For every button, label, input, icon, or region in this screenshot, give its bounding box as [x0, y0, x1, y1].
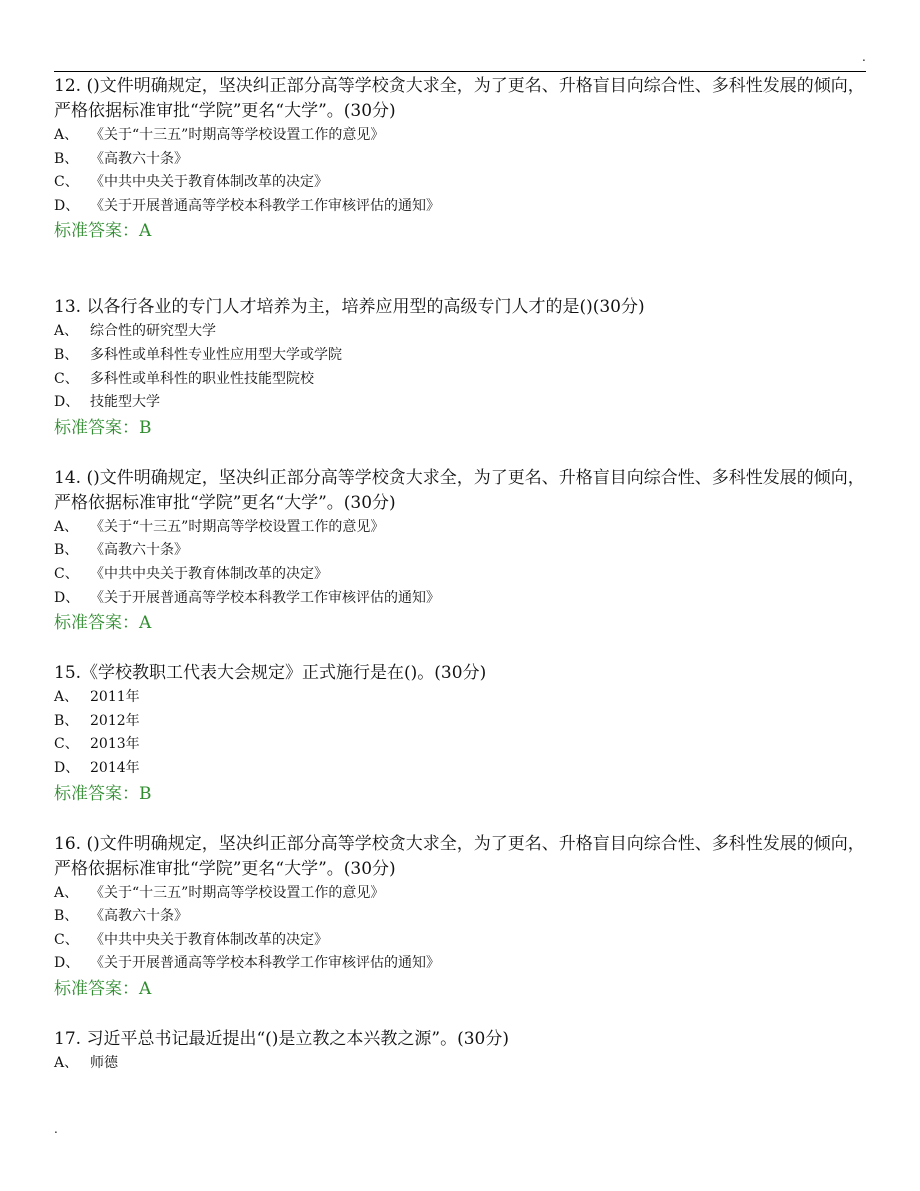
option-a: A、 《关于“十三五”时期高等学校设置工作的意见》	[54, 127, 385, 143]
option-c: C、 多科性或单科性的职业性技能型院校	[54, 370, 314, 387]
option-d: D、 《关于开展普通高等学校本科教学工作审核评估的通知》	[54, 589, 440, 606]
option-b: B、 《高教六十条》	[54, 542, 188, 559]
option-a: A、 师德	[54, 1054, 118, 1071]
option-b: B、 《高教六十条》	[54, 150, 188, 167]
option-c: C、 2013年	[54, 736, 140, 753]
question-stem: 13. 以各行各业的专门人才培养为主，培养应用型的高级专门人才的是()(30分)	[54, 297, 645, 318]
option-a: A、 《关于“十三五”时期高等学校设置工作的意见》	[54, 518, 385, 535]
option-a: A、 2011年	[54, 689, 140, 706]
question-stem: 16. ()文件明确规定，坚决纠正部分高等学校贪大求全，为了更名、升格盲目向综合性、多科性发展的倾向，严格依据标准审批“学院”更名“大学”。(30分)	[54, 833, 865, 879]
standard-answer: 标准答案：A	[54, 978, 152, 999]
question-stem: 14. ()文件明确规定，坚决纠正部分高等学校贪大求全，为了更名、升格盲目向综合性、多科性发展的倾向，严格依据标准审批“学院”更名“大学”。(30分)	[54, 467, 865, 513]
question-15	[54, 661, 866, 806]
header-rule	[54, 71, 866, 72]
option-d: D、 2014年	[54, 759, 140, 776]
page-marker-top: .	[862, 50, 866, 64]
standard-answer: 标准答案：B	[54, 783, 152, 804]
option-d: D、 技能型大学	[54, 394, 160, 411]
option-a: A、 《关于“十三五”时期高等学校设置工作的意见》	[54, 884, 385, 901]
option-b: B、 多科性或单科性专业性应用型大学或学院	[54, 346, 342, 363]
option-c: C、 《中共中央关于教育体制改革的决定》	[54, 565, 328, 582]
question-14	[54, 466, 866, 636]
option-c: C、 《中共中央关于教育体制改革的决定》	[54, 931, 328, 948]
question-stem: 17. 习近平总书记最近提出“()是立教之本兴教之源”。(30分)	[54, 1028, 509, 1049]
option-a: A、 综合性的研究型大学	[54, 323, 216, 340]
option-d: D、 《关于开展普通高等学校本科教学工作审核评估的通知》	[54, 197, 440, 214]
standard-answer: 标准答案：B	[54, 417, 152, 438]
option-b: B、 《高教六十条》	[54, 908, 188, 925]
question-12	[54, 74, 866, 244]
option-c: C、 《中共中央关于教育体制改革的决定》	[54, 174, 328, 191]
question-13	[54, 295, 866, 440]
exam-page	[54, 74, 866, 1075]
question-stem: 15.《学校教职工代表大会规定》正式施行是在()。(30分)	[54, 663, 487, 684]
option-b: B、 2012年	[54, 712, 140, 729]
question-stem: 12. ()文件明确规定，坚决纠正部分高等学校贪大求全，为了更名、升格盲目向综合性、多科性发展的倾向，严格依据标准审批“学院”更名“大学”。(30分)	[54, 76, 865, 121]
question-16	[54, 832, 866, 1002]
standard-answer: 标准答案：A	[54, 221, 152, 242]
question-17	[54, 1027, 866, 1076]
page-marker-bottom: .	[54, 1122, 58, 1136]
option-d: D、 《关于开展普通高等学校本科教学工作审核评估的通知》	[54, 955, 440, 972]
standard-answer: 标准答案：A	[54, 613, 152, 634]
